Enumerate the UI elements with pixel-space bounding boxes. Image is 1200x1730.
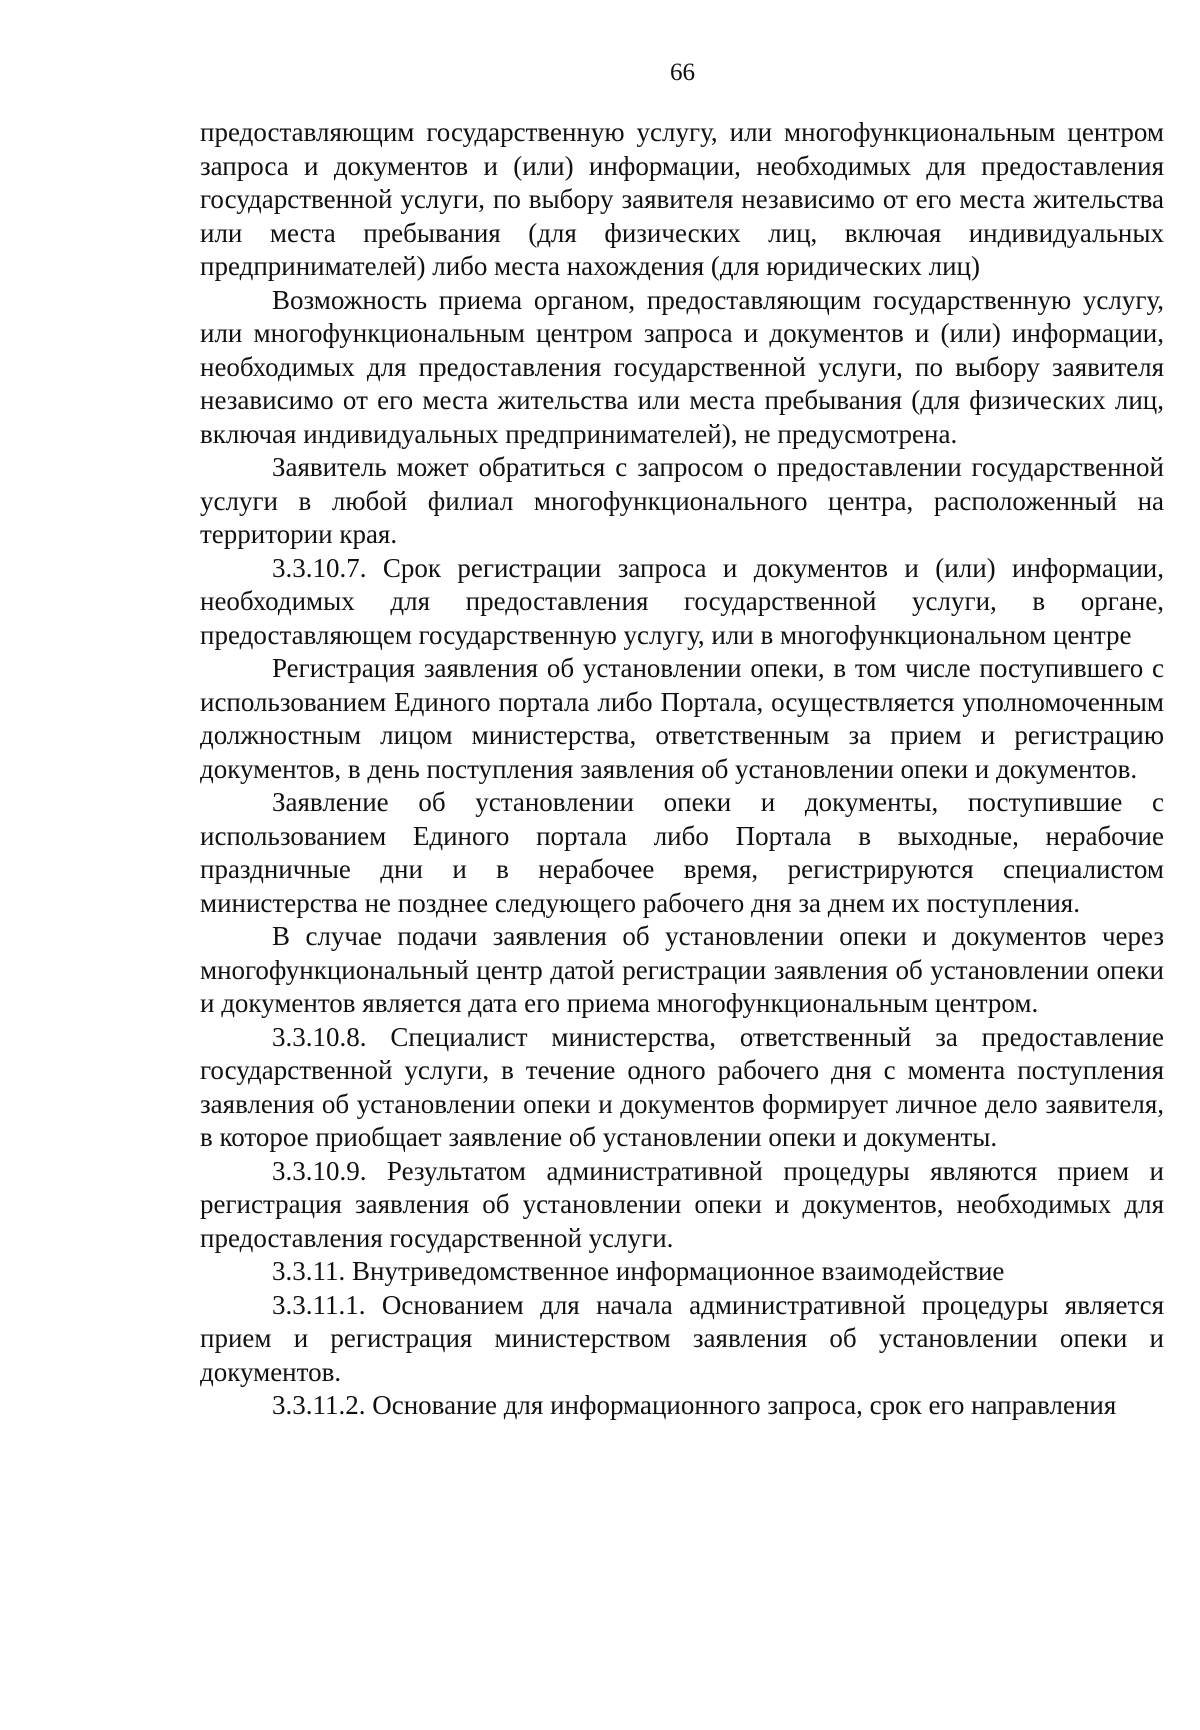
paragraph: Заявление об установлении опеки и документы, поступившие с использованием Единого портала либо Портала в выходные, нерабочие праздничные дни и в нерабочее время, регистрируются специалистом министерства не позднее следующего рабочего дня за днем их поступления.	[200, 787, 1164, 918]
paragraph: Возможность приема органом, предоставляющим государственную услугу, или многофункциональным центром запроса и документов и (или) информации, необходимых для предоставления государственной услуги, по выбору заявителя независимо от его места жительства или места пребывания (для физических лиц, включая индивидуальных предпринимателей), не предусмотрена.	[200, 284, 1164, 449]
paragraph-section-3-3-10-7: 3.3.10.7. Срок регистрации запроса и документов и (или) информации, необходимых для предоставления государственной услуги, в органе, предоставляющем государственную услугу, или в многофункциональном центре	[200, 552, 1164, 650]
page-number: 66	[670, 59, 695, 86]
paragraph-section-3-3-11-1: 3.3.11.1. Основанием для начала административной процедуры является прием и регистрация министерством заявления об установлении опеки и документов.	[200, 1289, 1164, 1387]
paragraph-continuation: предоставляющим государственную услугу, или многофункциональным центром запроса и документов и (или) информации, необходимых для предоставления государственной услуги, по выбору заявителя независимо от его места жительства или места пребывания (для физических лиц, включая индивидуальных предпринимателей) либо места нахождения (для юридических лиц)	[200, 117, 1164, 281]
paragraph-section-3-3-11-2: 3.3.11.2. Основание для информационного запроса, срок его направления	[272, 1390, 1117, 1420]
paragraph: В случае подачи заявления об установлении опеки и документов через многофункциональный центр датой регистрации заявления об установлении опеки и документов является дата его приема многофункциональным центром.	[200, 921, 1164, 1018]
paragraph-section-3-3-10-9: 3.3.10.9. Результатом административной процедуры являются прием и регистрация заявления об установлении опеки и документов, необходимых для предоставления государственной услуги.	[200, 1155, 1164, 1253]
paragraph: Регистрация заявления об установлении опеки, в том числе поступившего с использованием Единого портала либо Портала, осуществляется уполномоченным должностным лицом министерства, ответственным за прием и регистрацию документов, в день поступления заявления об установлении опеки и документов.	[200, 653, 1164, 784]
document-body	[200, 116, 1164, 1423]
paragraph: Заявитель может обратиться с запросом о предоставлении государственной услуги в любой филиал многофункционального центра, расположенный на территории края.	[200, 452, 1164, 549]
paragraph-section-3-3-11: 3.3.11. Внутриведомственное информационное взаимодействие	[272, 1256, 1005, 1286]
paragraph-section-3-3-10-8: 3.3.10.8. Специалист министерства, ответственный за предоставление государственной услуги, в течение одного рабочего дня с момента поступления заявления об установлении опеки и документов формирует личное дело заявителя, в которое приобщает заявление об установлении опеки и документы.	[200, 1021, 1164, 1152]
